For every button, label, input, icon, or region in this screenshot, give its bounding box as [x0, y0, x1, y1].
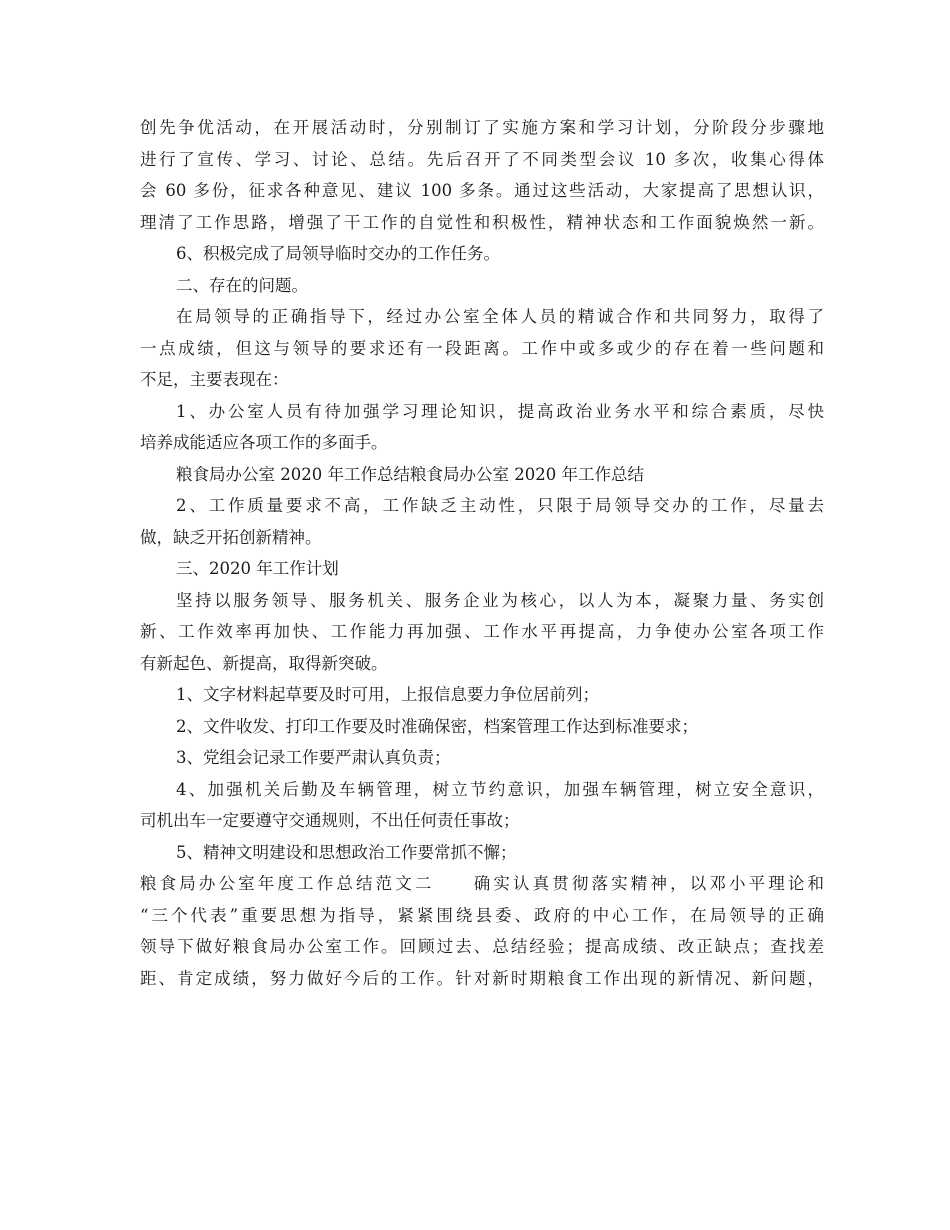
text-line: 在局领导的正确指导下，经过办公室全体人员的精诚合作和共同努力，取得了: [176, 307, 824, 326]
text-line: 领导下做好粮食局办公室工作。回顾过去、总结经验；提高成绩、改正缺点；查找差: [140, 937, 824, 956]
text-line: “三个代表”重要思想为指导，紧紧围绕县委、政府的中心工作，在局领导的正确: [140, 905, 824, 925]
text-line: 一点成绩，但这与领导的要求还有一段距离。工作中或多或少的存在着一些问题和: [140, 338, 824, 358]
text-line: 4、加强机关后勤及车辆管理，树立节约意识，加强车辆管理，树立安全意识，: [176, 779, 824, 799]
text-line: 司机出车一定要遵守交通规则，不出任何责任事故；: [140, 811, 520, 830]
text-line: 粮食局办公室 2020 年工作总结粮食局办公室 2020 年工作总结: [176, 464, 644, 484]
text-line: 坚持以服务领导、服务机关、服务企业为核心，以人为本，凝聚力量、务实创: [176, 590, 824, 610]
text-line: 3、党组会记录工作要严肃认真负责；: [176, 748, 451, 767]
text-line: 新、工作效率再加快、工作能力再加强、工作水平再提高，力争使办公室各项工作: [140, 622, 824, 641]
text-line: 2、文件收发、打印工作要及时准确保密，档案管理工作达到标准要求；: [176, 716, 698, 736]
text-line: 5、精神文明建设和思想政治工作要常抓不懈；: [176, 842, 517, 862]
text-line: 6、积极完成了局领导临时交办的工作任务。: [176, 244, 500, 263]
text-line: 理清了工作思路，增强了干工作的自觉性和积极性，精神状态和工作面貌焕然一新。: [140, 212, 824, 232]
text-line: 1、办公室人员有待加强学习理论知识，提高政治业务水平和综合素质，尽快: [176, 401, 824, 421]
document-body: [140, 112, 824, 994]
text-line: 创先争优活动，在开展活动时，分别制订了实施方案和学习计划，分阶段分步骤地: [140, 118, 824, 137]
text-line: 不足，主要表现在：: [140, 370, 289, 389]
text-line: 1、文字材料起草要及时可用，上报信息要力争位居前列；: [176, 685, 599, 704]
text-line: 距、肯定成绩，努力做好今后的工作。针对新时期粮食工作出现的新情况、新问题，: [140, 968, 824, 988]
text-line: 进行了宣传、学习、讨论、总结。先后召开了不同类型会议 10 多次，收集心得体: [140, 149, 824, 169]
text-line: 二、存在的问题。: [176, 275, 308, 295]
text-line: 三、2020 年工作计划: [176, 559, 339, 578]
text-line: 做，缺乏开拓创新精神。: [140, 527, 322, 547]
text-line: 有新起色、新提高，取得新突破。: [140, 653, 388, 673]
text-line: 培养成能适应各项工作的多面手。: [140, 433, 388, 452]
text-line: 粮食局办公室年度工作总结范文二 确实认真贯彻落实精神，以邓小平理论和: [140, 874, 824, 893]
text-line: 2、工作质量要求不高，工作缺乏主动性，只限于局领导交办的工作，尽量去: [176, 496, 824, 515]
text-line: 会 60 多份，征求各种意见、建议 100 多条。通过这些活动，大家提高了思想认识，: [140, 181, 824, 200]
